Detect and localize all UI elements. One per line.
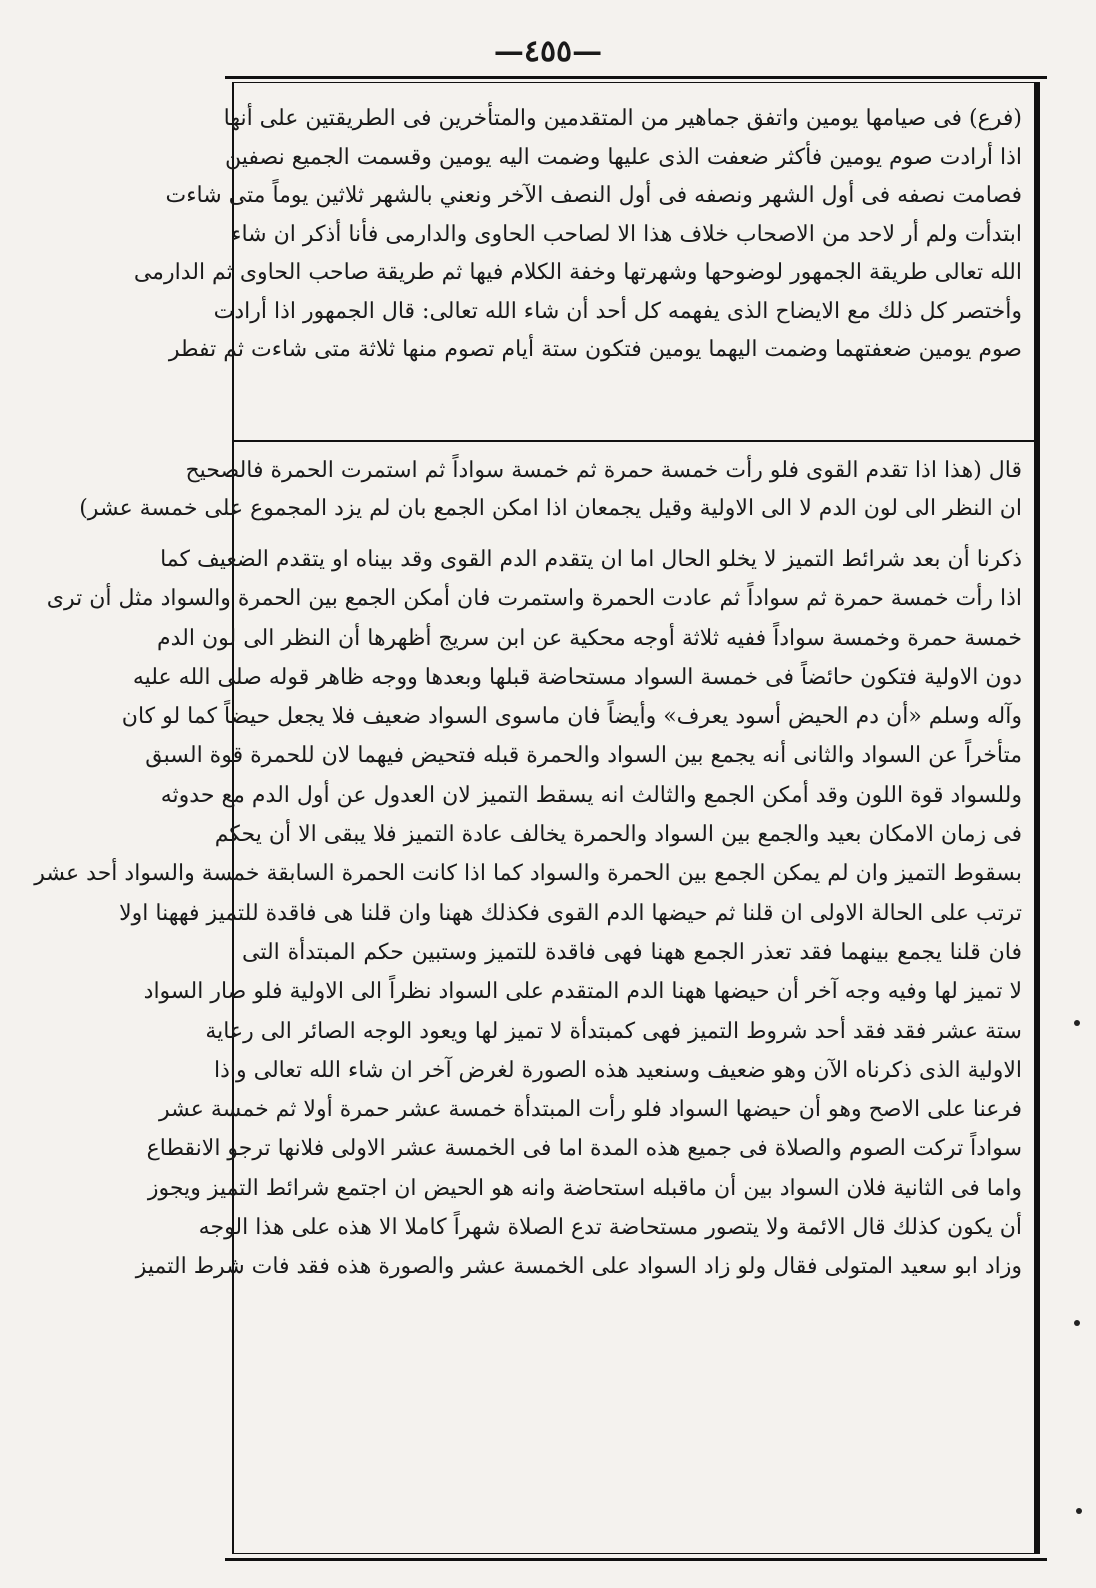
text-line: ان النظر الى لون الدم لا الى الاولية وقيل يجمعان اذا امكن الجمع بان لم يزد المجموع على خمسة عشر) — [79, 496, 1022, 521]
text-line: متأخراً عن السواد والثانى أنه يجمع بين السواد والحمرة قبله فتحيض فيهما لان للحمرة قوة السبق — [145, 743, 1022, 769]
text-line: صوم يومين ضعفتهما وضمت اليهما يومين فتكون ستة أيام تصوم منها ثلاثة متى شاءت ثم تفطر — [168, 337, 1022, 362]
text-line: بسقوط التميز وان لم يمكن الجمع بين الحمرة والسواد كما اذا كانت الحمرة السابقة خمسة والسواد أحد عشر — [34, 861, 1022, 887]
text-line: وللسواد قوة اللون وقد أمكن الجمع والثالث انه يسقط التميز لان العدول عن أول الدم مع حدوثه — [160, 782, 1022, 808]
text-line: الاولية الذى ذكرناه الآن وهو ضعيف وسنعيد هذه الصورة لغرض آخر ان شاء الله تعالى واذا — [213, 1057, 1022, 1083]
text-line: فصامت نصفه فى أول الشهر ونصفه فى أول النصف الآخر ونعني بالشهر ثلاثين يوماً متى شاءت — [165, 183, 1022, 208]
text-line: وأختصر كل ذلك مع الايضاح الذى يفهمه كل أحد أن شاء الله تعالى: قال الجمهور اذا أرادت — [213, 298, 1022, 324]
text-line: لا تميز لها وفيه وجه آخر أن حيضها ههنا الدم المتقدم على السواد نظراً الى الاولية فلو صار السواد — [143, 979, 1022, 1005]
section-divider — [234, 440, 1034, 442]
text-line: فى زمان الامكان بعيد والجمع بين السواد والحمرة يخالف عادة التميز فلا يبقى الا أن يحكم — [214, 822, 1022, 848]
text-line: واما فى الثانية فلان السواد بين أن ماقبله استحاضة وانه هو الحيض ان اجتمع شرائط التميز ويجوز — [147, 1175, 1022, 1201]
text-line: ترتب على الحالة الاولى ان قلنا ثم حيضها الدم القوى فكذلك ههنا وان قلنا هى فاقدة للتميز فههنا اولا — [119, 900, 1022, 926]
text-line: اذا أرادت صوم يومين فأكثر ضعفت الذى عليها وضمت اليه يومين وقسمت الجميع نصفين — [224, 144, 1022, 170]
quoted-text-block — [79, 452, 1022, 528]
text-line: (فرع) فى صيامها يومين واتفق جماهير من المتقدمين والمتأخرين فى الطريقتين على أنها — [223, 106, 1022, 131]
text-line: وآله وسلم «أن دم الحيض أسود يعرف» وأيضاً فان ماسوى السواد ضعيف فلا يجعل حيضاً كما لو كان — [121, 704, 1022, 730]
text-line: خمسة حمرة وخمسة سواداً ففيه ثلاثة أوجه محكية عن ابن سريج أظهرها أن النظر الى لون الدم — [157, 625, 1022, 651]
text-line: وزاد ابو سعيد المتولى فقال ولو زاد السواد على الخمسة عشر والصورة هذه فقد فات شرط التميز — [135, 1254, 1022, 1280]
margin-dot — [1076, 1508, 1082, 1514]
text-line: قال (هذا اذا تقدم القوى فلو رأت خمسة حمرة ثم خمسة سواداً ثم استمرت الحمرة فالصحيح — [185, 458, 1022, 483]
margin-dot — [1074, 1320, 1080, 1326]
text-line: ابتدأت ولم أر لاحد من الاصحاب خلاف هذا الا لصاحب الحاوى والدارمى فأنا أذكر ان شاء — [231, 221, 1022, 247]
text-line: اذا رأت خمسة حمرة ثم سواداً ثم عادت الحمرة واستمرت فان أمكن الجمع بين الحمرة والسواد مثل أن ترى — [46, 586, 1022, 612]
text-line: الله تعالى طريقة الجمهور لوضوحها وشهرتها وخفة الكلام فيها ثم طريقة صاحب الحاوى ثم الدارمى — [133, 260, 1022, 285]
page-number: —٤٥٥— — [493, 34, 603, 69]
text-line: أن يكون كذلك قال الائمة ولا يتصور مستحاضة تدع الصلاة شهراً كاملا الا هذه على هذا الوجه — [198, 1215, 1022, 1241]
margin-dot — [1074, 1020, 1080, 1026]
text-line: ستة عشر فقد فقد أحد شروط التميز فهى كمبتدأة لا تميز لها ويعود الوجه الصائر الى رعاية — [205, 1018, 1022, 1044]
text-line: ذكرنا أن بعد شرائط التميز لا يخلو الحال اما ان يتقدم الدم القوى وقد بيناه او يتقدم الضعيف كما — [160, 547, 1022, 572]
commentary-top-block — [133, 100, 1022, 370]
text-line: فرعنا على الاصح وهو أن حيضها السواد فلو رأت المبتدأة خمسة عشر حمرة أولا ثم خمسة عشر — [159, 1097, 1022, 1123]
commentary-bottom-block — [34, 540, 1022, 1287]
text-line: دون الاولية فتكون حائضاً فى خمسة السواد مستحاضة قبلها وبعدها ووجه ظاهر قوله صلى الله عليه — [132, 664, 1022, 690]
text-line: فان قلنا يجمع بينهما فقد تعذر الجمع ههنا فهى فاقدة للتميز وستبين حكم المبتدأة التى — [242, 939, 1022, 965]
text-line: سواداً تركت الصوم والصلاة فى جميع هذه المدة اما فى الخمسة عشر الاولى فلانها ترجو الانقطاع — [146, 1136, 1022, 1162]
